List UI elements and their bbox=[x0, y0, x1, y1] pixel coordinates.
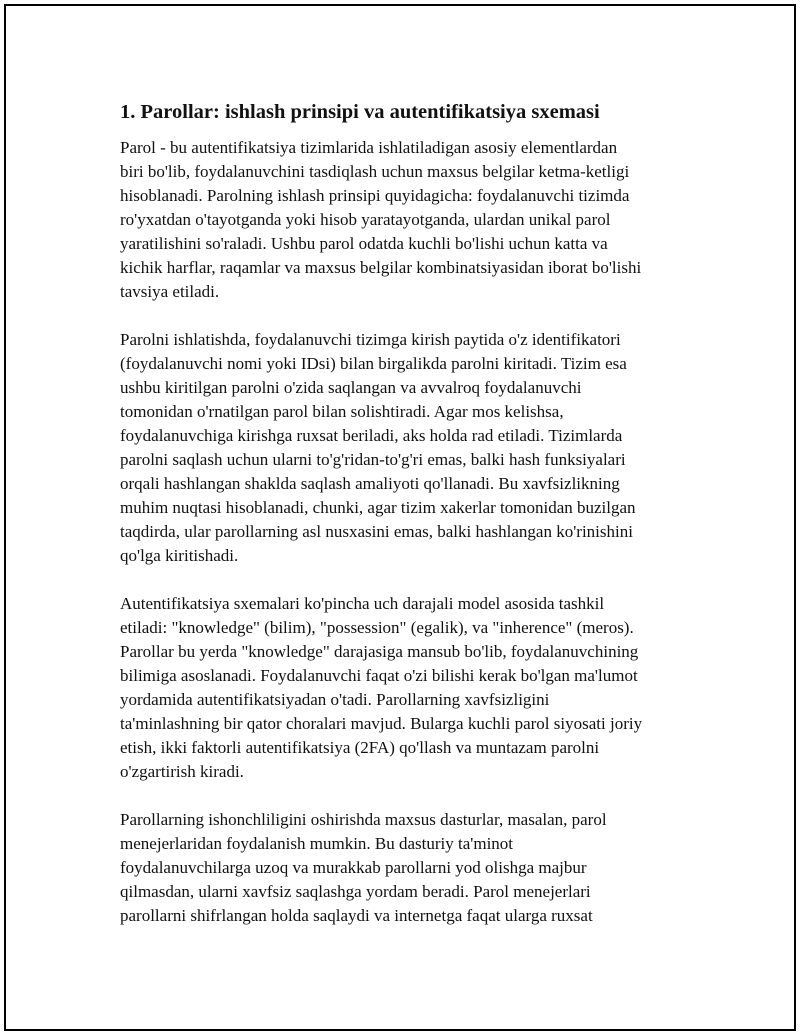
section-heading: 1. Parollar: ishlash prinsipi va autentifikatsiya sxemasi bbox=[120, 101, 600, 123]
text-line: ushbu kiritilgan parolni o'zida saqlangan va avvalroq foydalanuvchi bbox=[120, 378, 582, 397]
text-line: foydalanuvchiga kirishga ruxsat beriladi, aks holda rad etiladi. Tizimlarda bbox=[120, 426, 623, 445]
text-line: etish, ikki faktorli autentifikatsiya (2FA) qo'llash va muntazam parolni bbox=[120, 738, 600, 757]
paragraph-4 bbox=[120, 808, 700, 928]
paragraph-2 bbox=[120, 328, 700, 568]
text-line: hisoblanadi. Parolning ishlash prinsipi quyidagicha: foydalanuvchi tizimda bbox=[120, 186, 630, 205]
text-line: (foydalanuvchi nomi yoki IDsi) bilan birgalikda parolni kiritadi. Tizim esa bbox=[120, 354, 627, 373]
text-line: parollarni shifrlangan holda saqlaydi va internetga faqat ularga ruxsat bbox=[120, 906, 593, 925]
page-frame bbox=[4, 4, 796, 1031]
paragraph-1 bbox=[120, 136, 700, 304]
text-line: Parol - bu autentifikatsiya tizimlarida ishlatiladigan asosiy elementlardan bbox=[120, 138, 618, 157]
text-line: biri bo'lib, foydalanuvchini tasdiqlash uchun maxsus belgilar ketma-ketligi bbox=[120, 162, 630, 181]
text-line: yordamida autentifikatsiyadan o'tadi. Parollarning xavfsizligini bbox=[120, 690, 550, 709]
text-line: tomonidan o'rnatilgan parol bilan solishtiradi. Agar mos kelishsa, bbox=[120, 402, 564, 421]
text-line: taqdirda, ular parollarning asl nusxasini emas, balki hashlangan ko'rinishini bbox=[120, 522, 633, 541]
text-line: kichik harflar, raqamlar va maxsus belgilar kombinatsiyasidan iborat bo'lishi bbox=[120, 258, 642, 277]
text-line: orqali hashlangan shaklda saqlash amaliyoti qo'llanadi. Bu xavfsizlikning bbox=[120, 474, 620, 493]
text-line: parolni saqlash uchun ularni to'g'ridan-to'g'ri emas, balki hash funksiyalari bbox=[120, 450, 626, 469]
paragraph-3 bbox=[120, 592, 700, 784]
text-line: Parolni ishlatishda, foydalanuvchi tizimga kirish paytida o'z identifikatori bbox=[120, 330, 621, 349]
text-line: qilmasdan, ularni xavfsiz saqlashga yordam beradi. Parol menejerlari bbox=[120, 882, 591, 901]
text-line: Autentifikatsiya sxemalari ko'pincha uch darajali model asosida tashkil bbox=[120, 594, 605, 613]
text-line: o'zgartirish kiradi. bbox=[120, 762, 244, 781]
text-line: qo'lga kiritishadi. bbox=[120, 546, 239, 565]
text-line: muhim nuqtasi hisoblanadi, chunki, agar tizim xakerlar tomonidan buzilgan bbox=[120, 498, 636, 517]
text-line: bilimiga asoslanadi. Foydalanuvchi faqat o'zi bilishi kerak bo'lgan ma'lumot bbox=[120, 666, 638, 685]
text-line: foydalanuvchilarga uzoq va murakkab parollarni yod olishga majbur bbox=[120, 858, 587, 877]
text-line: ta'minlashning bir qator choralari mavjud. Bularga kuchli parol siyosati joriy bbox=[120, 714, 643, 733]
text-line: tavsiya etiladi. bbox=[120, 282, 220, 301]
text-line: Parollarning ishonchliligini oshirishda maxsus dasturlar, masalan, parol bbox=[120, 810, 607, 829]
text-line: etiladi: "knowledge" (bilim), "possession" (egalik), va "inherence" (meros). bbox=[120, 618, 634, 637]
text-line: ro'yxatdan o'tayotganda yoki hisob yaratayotganda, ulardan unikal parol bbox=[120, 210, 611, 229]
text-line: yaratilishini so'raladi. Ushbu parol odatda kuchli bo'lishi uchun katta va bbox=[120, 234, 608, 253]
document-body bbox=[120, 98, 700, 952]
text-line: Parollar bu yerda "knowledge" darajasiga mansub bo'lib, foydalanuvchining bbox=[120, 642, 639, 661]
text-line: menejerlaridan foydalanish mumkin. Bu dasturiy ta'minot bbox=[120, 834, 514, 853]
